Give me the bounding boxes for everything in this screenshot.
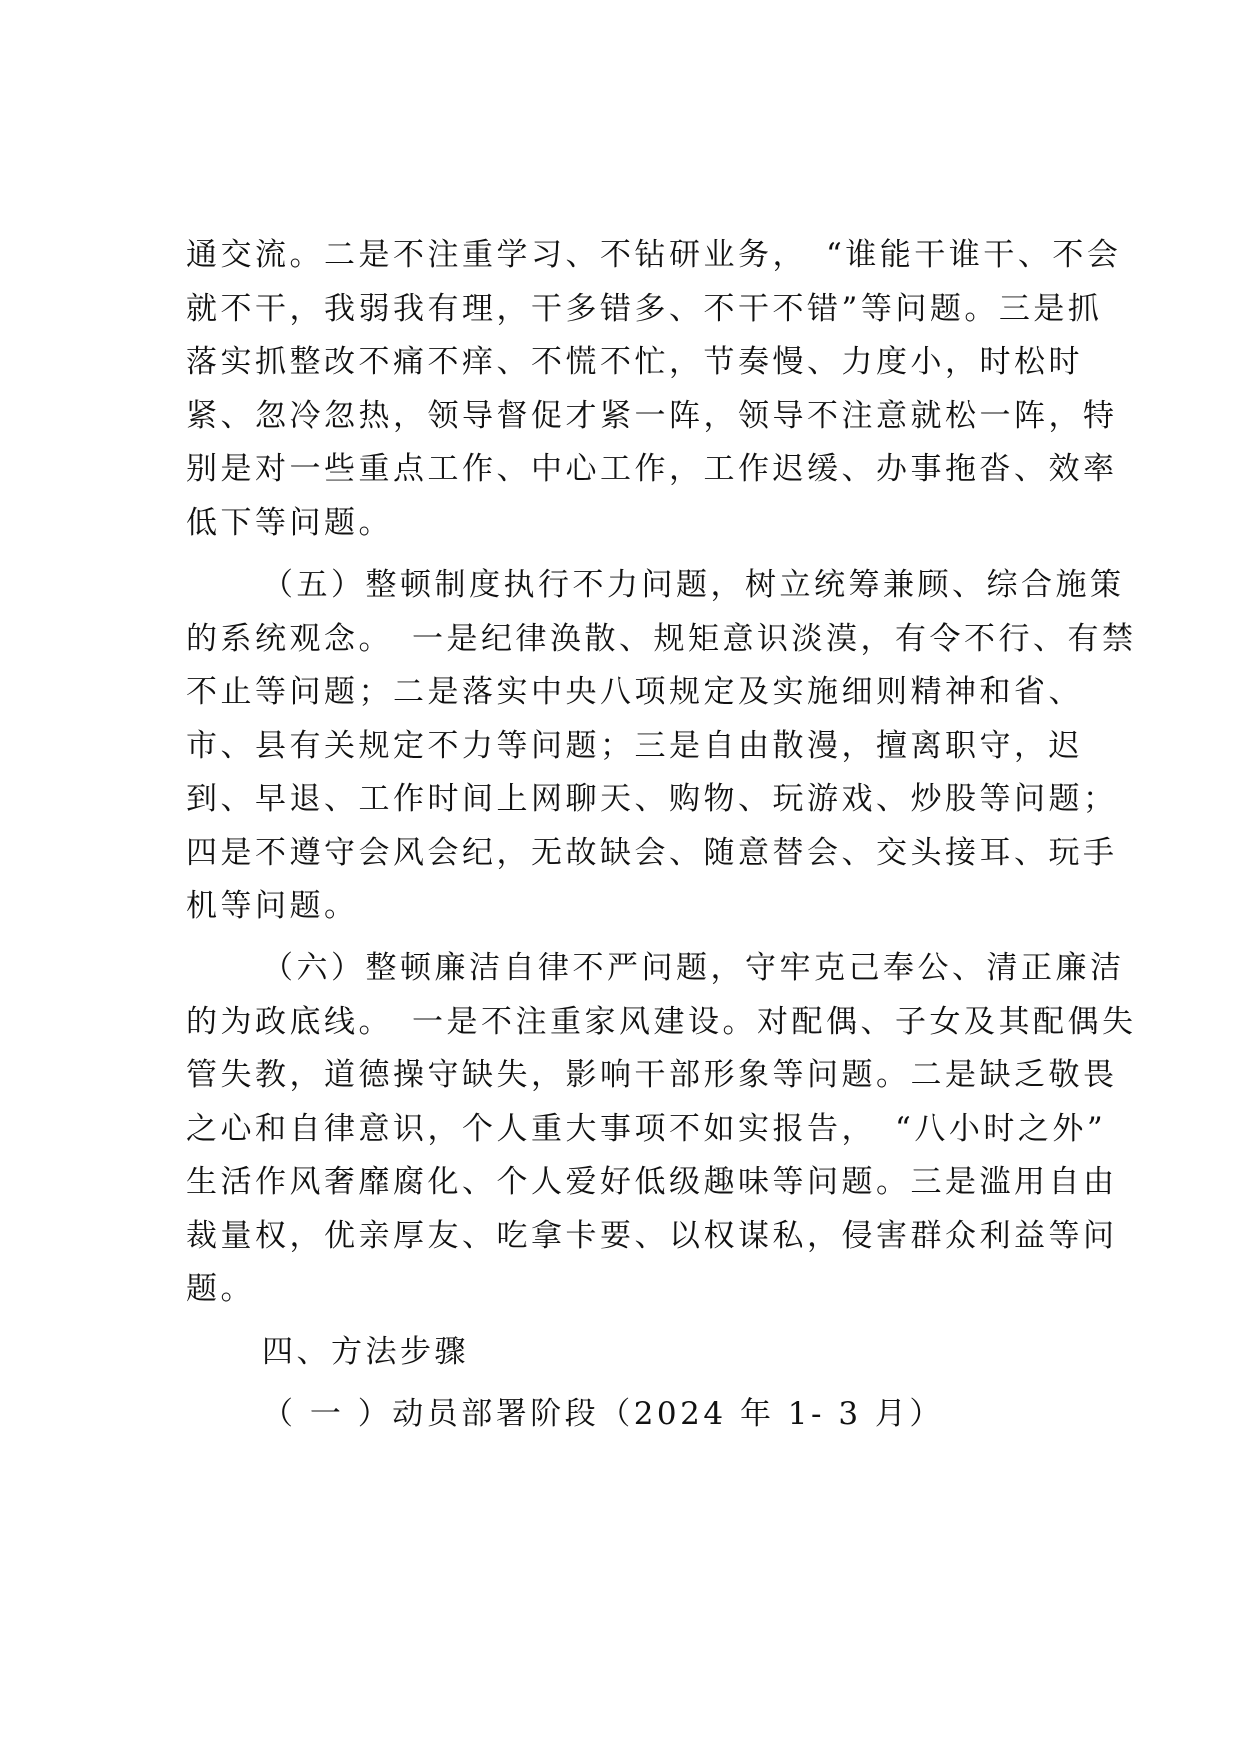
paragraph-line: 不止等问题；二是落实中央八项规定及实施细则精神和省、 <box>186 674 1083 710</box>
paragraph-line: 题。 <box>186 1271 255 1307</box>
paragraph-heading-line: （六）整顿廉洁自律不严问题，守牢克己奉公、清正廉洁 <box>262 950 1125 986</box>
paragraph-line: 四是不遵守会风会纪，无故缺会、随意替会、交头接耳、玩手 <box>186 835 1118 871</box>
paragraph-line: 别是对一些重点工作、中心工作，工作迟缓、办事拖沓、效率 <box>186 451 1118 487</box>
paragraph-line: 裁量权，优亲厚友、吃拿卡要、以权谋私，侵害群众利益等问 <box>186 1218 1118 1254</box>
paragraph-line: 落实抓整改不痛不痒、不慌不忙，节奏慢、力度小，时松时 <box>186 344 1083 380</box>
paragraph-line: 之心和自律意识，个人重大事项不如实报告， “八小时之外” <box>186 1111 1107 1147</box>
paragraph-line: 就不干，我弱我有理，干多错多、不干不错”等问题。三是抓 <box>186 291 1103 327</box>
paragraph-heading-line: （五）整顿制度执行不力问题，树立统筹兼顾、综合施策 <box>262 567 1125 603</box>
paragraph-line: 市、县有关规定不力等问题；三是自由散漫，擅离职守，迟 <box>186 728 1083 764</box>
paragraph-line: 通交流。二是不注重学习、不钻研业务， “谁能干谁干、不会 <box>186 237 1122 273</box>
paragraph-line: 生活作风奢靡腐化、个人爱好低级趣味等问题。三是滥用自由 <box>186 1164 1118 1200</box>
paragraph-line: 管失教，道德操守缺失，影响干部形象等问题。二是缺乏敬畏 <box>186 1057 1118 1093</box>
section-heading: 四、方法步骤 <box>262 1334 469 1370</box>
paragraph-line: 的为政底线。 一是不注重家风建设。对配偶、子女及其配偶失 <box>186 1004 1137 1040</box>
paragraph-line: 紧、忽冷忽热，领导督促才紧一阵，领导不注意就松一阵，特 <box>186 398 1118 434</box>
paragraph-line: 到、早退、工作时间上网聊天、购物、玩游戏、炒股等问题； <box>186 781 1118 817</box>
paragraph-line: 机等问题。 <box>186 888 359 924</box>
paragraph-line: 低下等问题。 <box>186 505 393 541</box>
paragraph-line: 的系统观念。 一是纪律涣散、规矩意识淡漠，有令不行、有禁 <box>186 621 1137 657</box>
subsection-heading: （ 一 ）动员部署阶段（2024 年 1- 3 月） <box>262 1396 944 1432</box>
